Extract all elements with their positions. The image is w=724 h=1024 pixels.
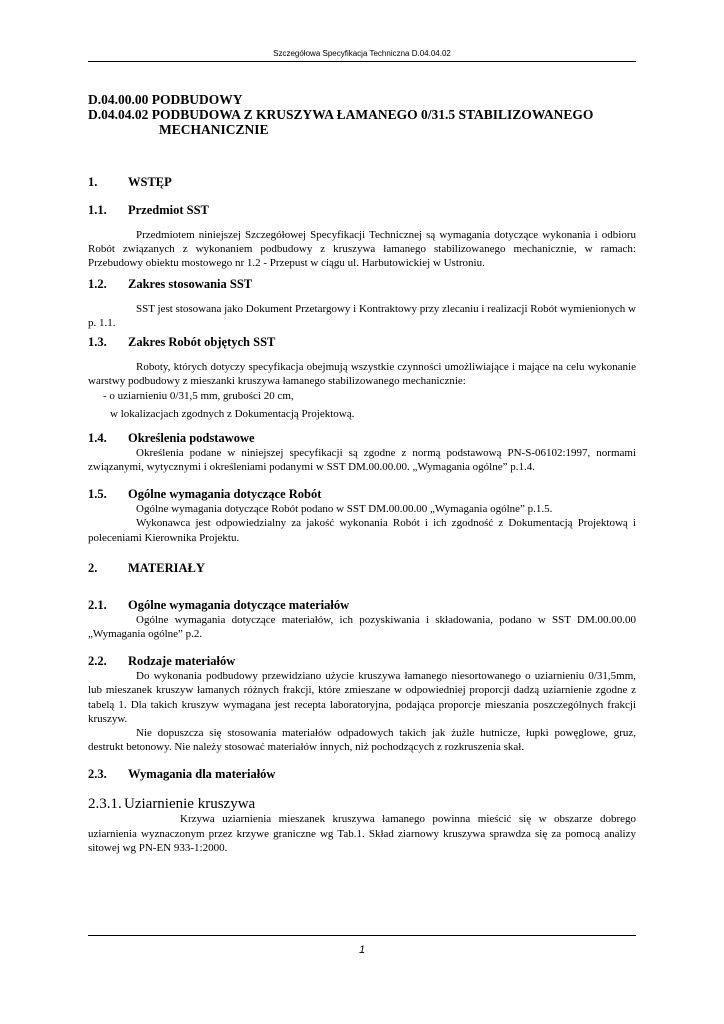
document-title (88, 92, 636, 137)
section-number: 2.3. (88, 767, 107, 782)
section-number: 1.4. (88, 430, 107, 445)
section-1-4-heading (88, 431, 636, 446)
section-2-heading (88, 561, 636, 576)
document-body (88, 92, 636, 855)
section-title: Rodzaje materiałów (128, 654, 236, 669)
section-title: Zakres stosowania SST (128, 276, 253, 291)
paragraph: Roboty, których dotyczy specyfikacja obejmują wszystkie czynności umożliwiające i mające na celu wykonanie warstwy podbudowy z mieszanki kruszywa łamanego stabilizowanego mechanicznie: (88, 361, 636, 388)
section-number: 1.3. (88, 335, 107, 350)
section-title: Przedmiot SST (128, 203, 209, 217)
section-number: 1. (88, 175, 98, 189)
page-header: Szczegółowa Specyfikacja Techniczna D.04.04.02 (88, 49, 636, 62)
section-number: 2. (88, 560, 98, 575)
section-title: Uziarnienie kruszywa (124, 796, 256, 813)
section-2-3-1-heading (88, 797, 636, 812)
section-number: 1.2. (88, 276, 107, 291)
section-number: 1.1. (88, 203, 107, 217)
title-line-3: MECHANICZNIE (159, 122, 269, 137)
page-number: 1 (358, 944, 366, 956)
paragraph: Ogólne wymagania dotyczące materiałów, ich pozyskiwania i składowania, podano w SST DM.00.00.00 „Wymagania ogólne” p.2. (88, 613, 636, 641)
paragraph: Wykonawca jest odpowiedzialny za jakość wykonania Robót i ich zgodność z Dokumentacją Projektową i poleceniami Kierownika Projektu. (88, 517, 636, 544)
section-title: MATERIAŁY (128, 560, 205, 575)
footer-divider (88, 935, 636, 936)
section-1-2-heading (88, 277, 636, 292)
paragraph: Do wykonania podbudowy przewidziano użycie kruszywa łamanego niesortowanego o uziarnieniu 0/31,5mm, lub mieszanek kruszyw łamanych różnych frakcji, które zmieszane w odpowiedniej proporcji dadzą uziarnienie zgodne z tabelą 1. Dla takich kruszyw wymagana jest recepta laboratoryjna, podająca proporcje mieszania poszczególnych frakcji kruszyw. (88, 670, 636, 725)
paragraph: Ogólne wymagania dotyczące Robót podano w SST DM.00.00.00 „Wymagania ogólne” p.1.5. (136, 503, 553, 516)
title-line-2: D.04.04.02 PODBUDOWA Z KRUSZYWA ŁAMANEGO 0/31.5 STABILIZOWANEGO (88, 107, 594, 122)
section-title: Określenia podstawowe (128, 430, 255, 445)
paragraph: Nie dopuszcza się stosowania materiałów odpadowych takich jak żużle hutnicze, łupki powęglowe, gruz, destrukt betonowy. Nie należy stosować materiałów innych, niż pochodzących z rozkruszenia skał. (88, 727, 636, 754)
section-title: Ogólne wymagania dotyczące Robót (128, 487, 322, 502)
list-item: - o uziarnieniu 0/31,5 mm, grubości 20 cm, (103, 390, 294, 403)
paragraph: Przedmiotem niniejszej Szczegółowej Specyfikacji Technicznej są wymagania dotyczące wykonania i odbioru Robót związanych z wykonaniem podbudowy z kruszywa łamanego stabilizowanego mechanicznie, w ramach: Przebudowy obiektu mostowego nr 1.2 - Przepust w ciągu ul. Harbutowickiej w Ustroniu. (88, 229, 636, 270)
section-title: Ogólne wymagania dotyczące materiałów (128, 597, 350, 612)
paragraph: SST jest stosowana jako Dokument Przetargowy i Kontraktowy przy zlecaniu i realizacji Robót wymienionych w p. 1.1. (88, 302, 636, 329)
section-number: 2.2. (88, 654, 107, 669)
section-1-heading (88, 175, 636, 190)
section-1-1-heading (88, 203, 636, 218)
section-2-2-heading (88, 654, 636, 669)
section-title: Zakres Robót objętych SST (128, 335, 276, 350)
paragraph: Krzywa uziarnienia mieszanek kruszywa łamanego powinna mieścić się w obszarze dobrego uziarnienia wyznaczonym przez krzywe graniczne wg Tab.1. Skład ziarnowy kruszywa sprawdza się za pomocą analizy sitowej wg PN-EN 933-1:2000. (88, 813, 636, 854)
section-number: 2.3.1. (88, 796, 122, 813)
title-line-1: D.04.00.00 PODBUDOWY (88, 92, 243, 107)
section-1-3-heading (88, 335, 636, 350)
section-title: WSTĘP (128, 175, 172, 189)
section-2-1-heading (88, 598, 636, 613)
section-number: 1.5. (88, 487, 107, 502)
list-item: w lokalizacjach zgodnych z Dokumentacją Projektową. (110, 407, 355, 420)
section-2-3-heading (88, 767, 636, 782)
paragraph: Określenia podane w niniejszej specyfikacji są zgodne z normą podstawową PN-S-06102:1997, normami związanymi, wytycznymi i określeniami podanymi w SST DM.00.00.00. „Wymagania ogólne” p.1.4. (88, 446, 636, 474)
section-title: Wymagania dla materiałów (128, 767, 276, 782)
section-number: 2.1. (88, 597, 107, 612)
section-1-5-heading (88, 487, 636, 502)
